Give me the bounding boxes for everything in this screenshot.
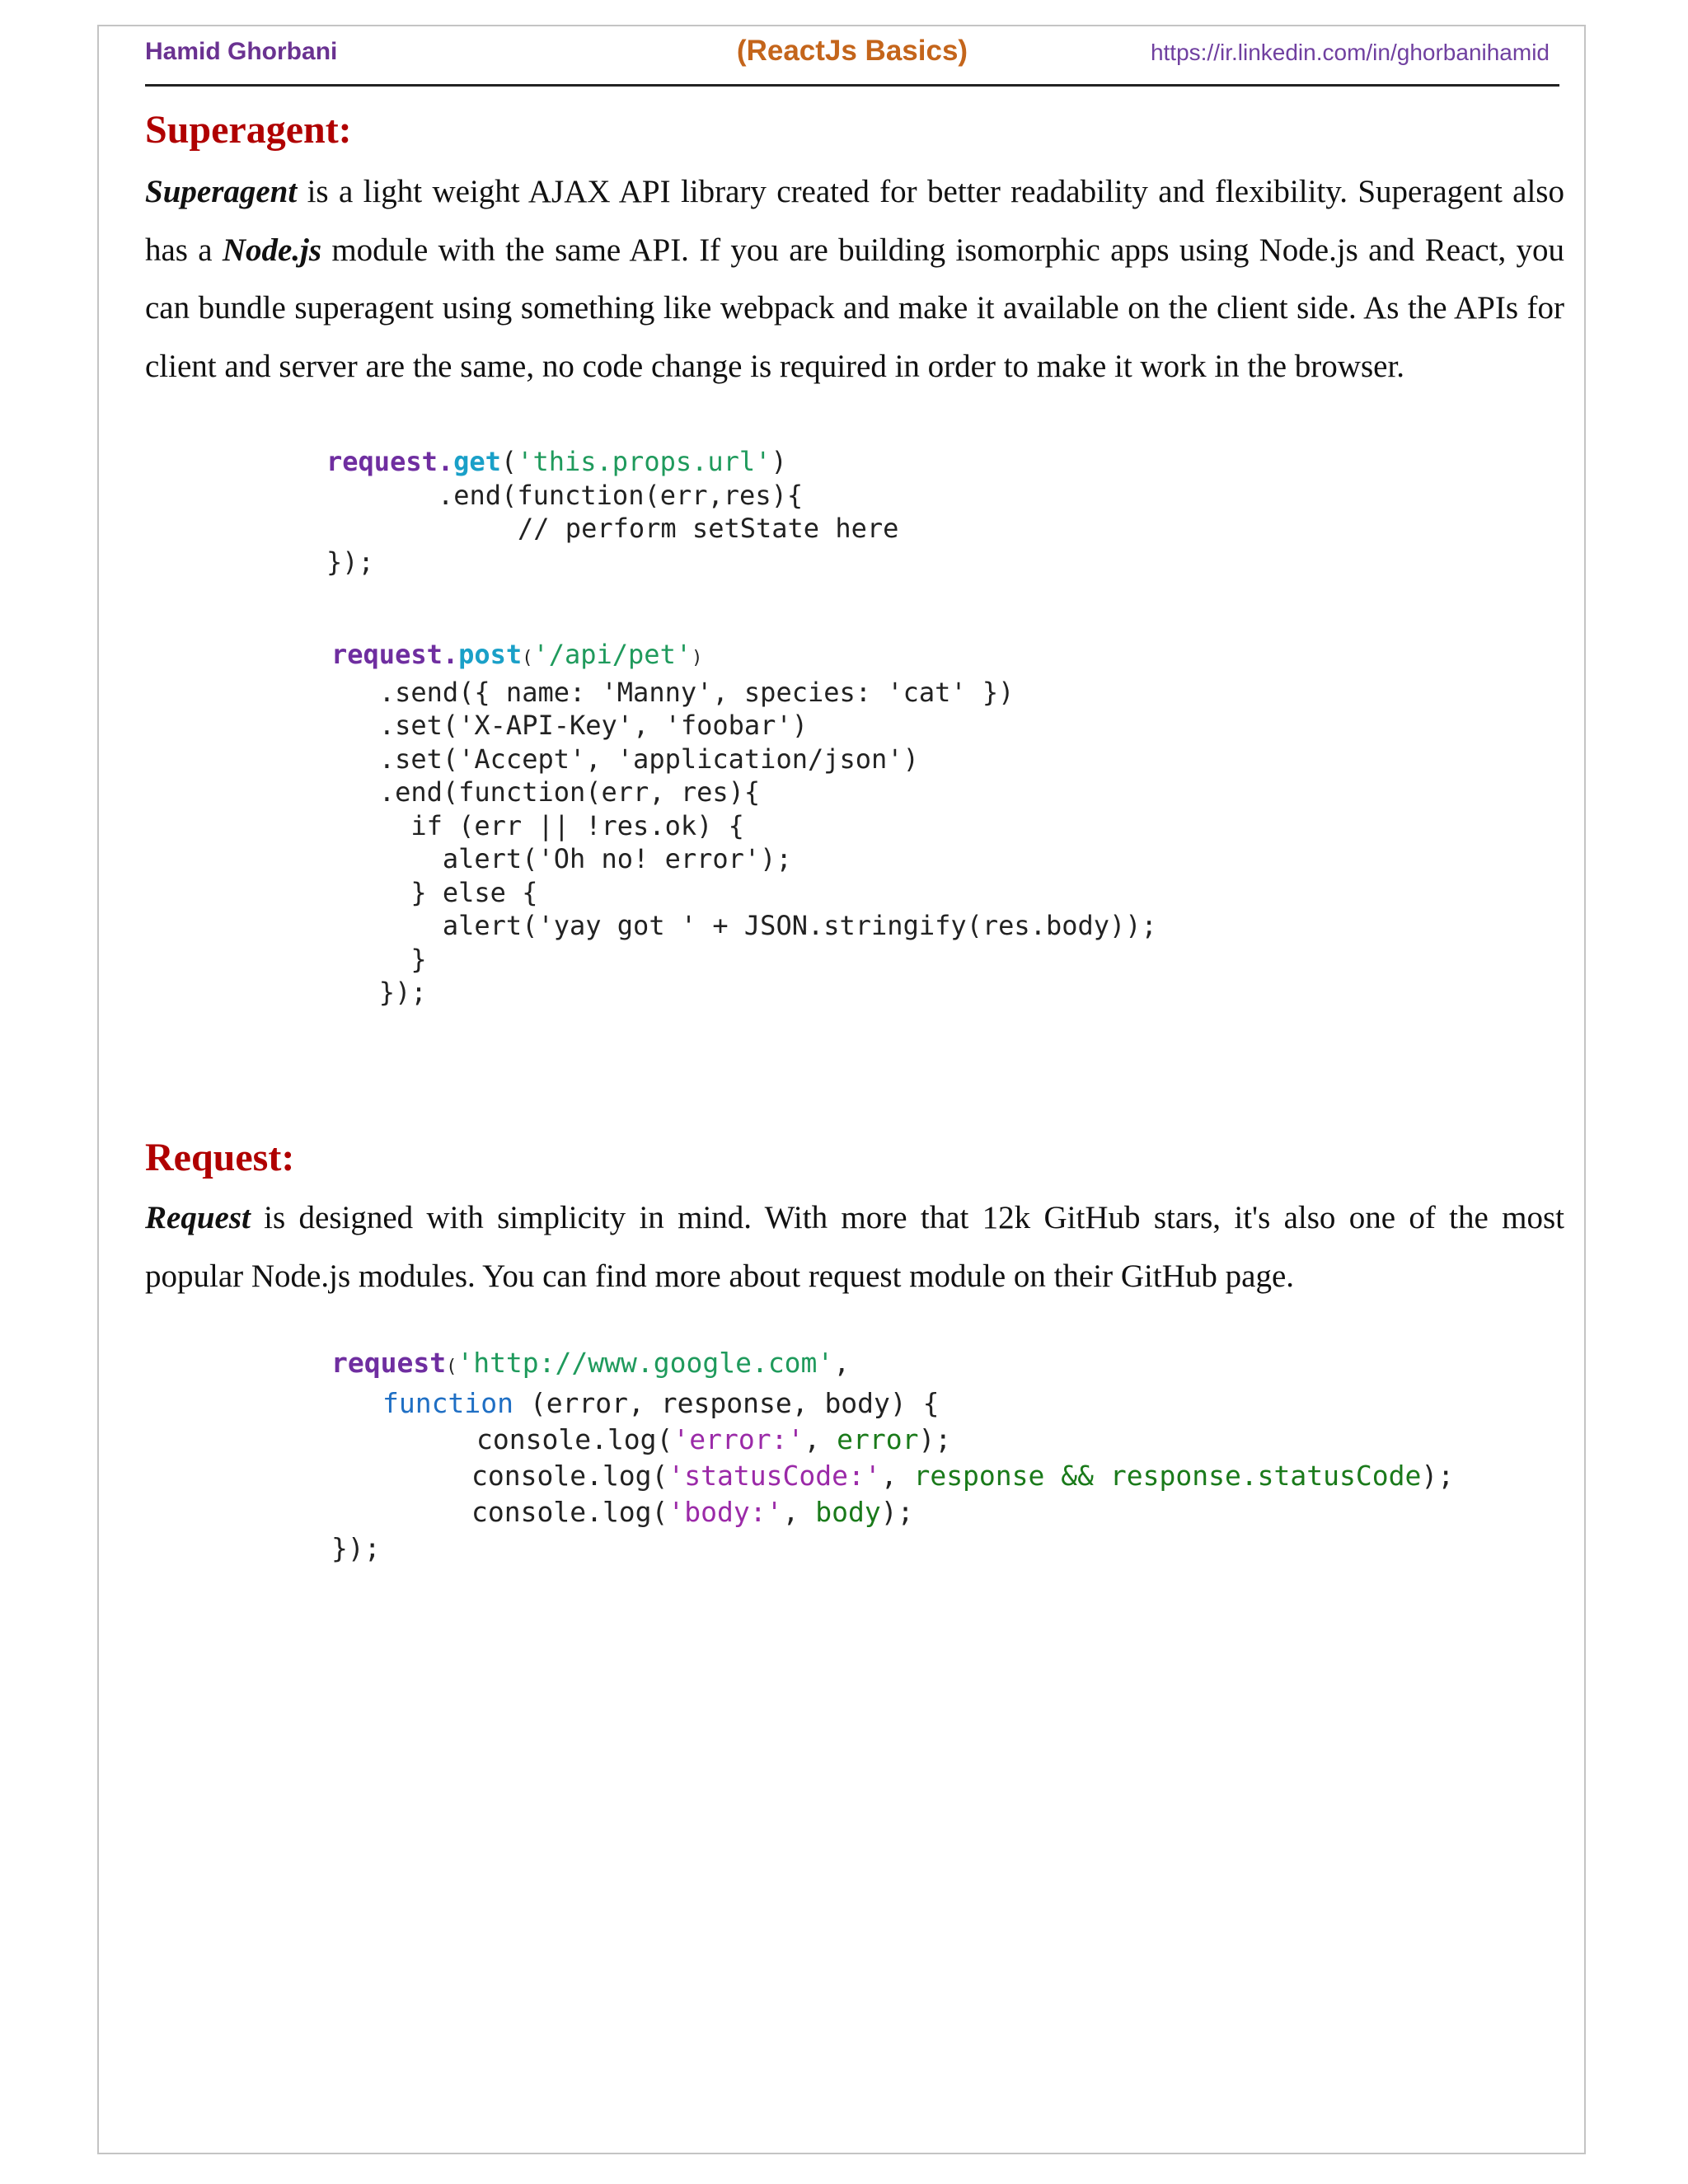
- code-object: request: [331, 1347, 447, 1379]
- code-line: .end(function(err, res){: [331, 776, 761, 808]
- code-line: [326, 445, 898, 479]
- code-line: .send({ name: 'Manny', species: 'cat' }): [331, 676, 1015, 708]
- code-line: [331, 1345, 1454, 1385]
- code-punct: .: [442, 639, 459, 670]
- code-string: 'this.props.url': [517, 446, 771, 477]
- code-punct: ): [692, 648, 703, 668]
- code-punct: .: [437, 446, 454, 477]
- term-request: Request: [145, 1200, 251, 1235]
- code-variable: response && response.statusCode: [913, 1460, 1422, 1492]
- code-line: });: [331, 1532, 381, 1564]
- code-block-get: [326, 445, 898, 579]
- code-punct: (: [500, 446, 518, 477]
- code-keyword: function: [382, 1387, 513, 1419]
- code-line: alert('Oh no! error');: [331, 843, 792, 874]
- code-line: alert('yay got ' + JSON.stringify(res.body));: [331, 910, 1157, 941]
- code-text: ,: [880, 1460, 914, 1492]
- code-text: );: [880, 1496, 914, 1528]
- paragraph-superagent: [145, 163, 1564, 396]
- code-text: console.log(: [476, 1423, 673, 1455]
- code-punct: (: [446, 1357, 457, 1377]
- code-text: );: [1421, 1460, 1455, 1492]
- code-line: [331, 638, 1157, 676]
- code-punct: ,: [833, 1347, 851, 1379]
- code-line: .end(function(err,res){: [438, 479, 804, 511]
- code-method: post: [458, 639, 523, 670]
- code-text: ,: [804, 1423, 837, 1455]
- code-line: [331, 1422, 1454, 1458]
- code-text: );: [918, 1423, 952, 1455]
- code-text: (error, response, body) {: [513, 1387, 940, 1419]
- code-method: get: [453, 446, 501, 477]
- code-string: 'statusCode:': [668, 1460, 881, 1492]
- header-linkedin-link[interactable]: https://ir.linkedin.com/in/ghorbanihamid: [1150, 40, 1550, 65]
- paragraph-text: module with the same API. If you are building isomorphic apps using Node.js and React, you can bundle superagent using something like webpack and make it available on the client side. As the APIs for client and server are the same, no code change is required in order to make it work in the browser.: [145, 232, 1564, 384]
- code-line: });: [326, 546, 374, 578]
- code-punct: (: [522, 648, 533, 668]
- code-object: request: [331, 639, 443, 670]
- code-line: .set('Accept', 'application/json'): [331, 743, 919, 775]
- code-line: [331, 1385, 1454, 1422]
- term-superagent: Superagent: [145, 174, 298, 209]
- code-text: console.log(: [471, 1496, 668, 1528]
- code-string: 'http://www.google.com': [457, 1347, 834, 1379]
- code-comment: // perform setState here: [518, 513, 899, 544]
- code-variable: body: [815, 1496, 881, 1528]
- paragraph-text: is a light weight AJAX API library created for better readability and flexibility. Superagent also has a: [145, 174, 1564, 268]
- code-string: 'body:': [668, 1496, 783, 1528]
- paragraph-text: is designed with simplicity in mind. With more that 12k GitHub stars, it's also one of the most popular Node.js modules. You can find more about request module on their GitHub page.: [145, 1200, 1564, 1294]
- code-text: console.log(: [471, 1460, 668, 1492]
- section-title-request: Request:: [145, 1136, 295, 1179]
- code-string: '/api/pet': [532, 639, 692, 670]
- header-author: Hamid Ghorbani: [145, 38, 338, 65]
- page-header: [145, 26, 1559, 87]
- code-variable: error: [837, 1423, 919, 1455]
- code-string: 'error:': [673, 1423, 804, 1455]
- document-page: [97, 25, 1586, 2154]
- section-title-superagent: Superagent:: [145, 108, 352, 152]
- code-line: if (err || !res.ok) {: [331, 809, 744, 841]
- code-line: } else {: [331, 876, 538, 908]
- code-line: [331, 1458, 1454, 1494]
- header-course-title: (ReactJs Basics): [736, 35, 968, 67]
- code-text: ,: [782, 1496, 816, 1528]
- code-punct: ): [771, 446, 787, 477]
- code-line: [331, 1494, 1454, 1530]
- code-line: }: [331, 943, 427, 975]
- code-block-post: [331, 638, 1157, 1010]
- code-block-request: [331, 1345, 1454, 1567]
- term-nodejs: Node.js: [222, 232, 322, 268]
- code-object: request: [326, 446, 438, 477]
- code-line: .set('X-API-Key', 'foobar'): [331, 710, 808, 741]
- code-line: });: [331, 977, 427, 1008]
- paragraph-request: [145, 1189, 1564, 1305]
